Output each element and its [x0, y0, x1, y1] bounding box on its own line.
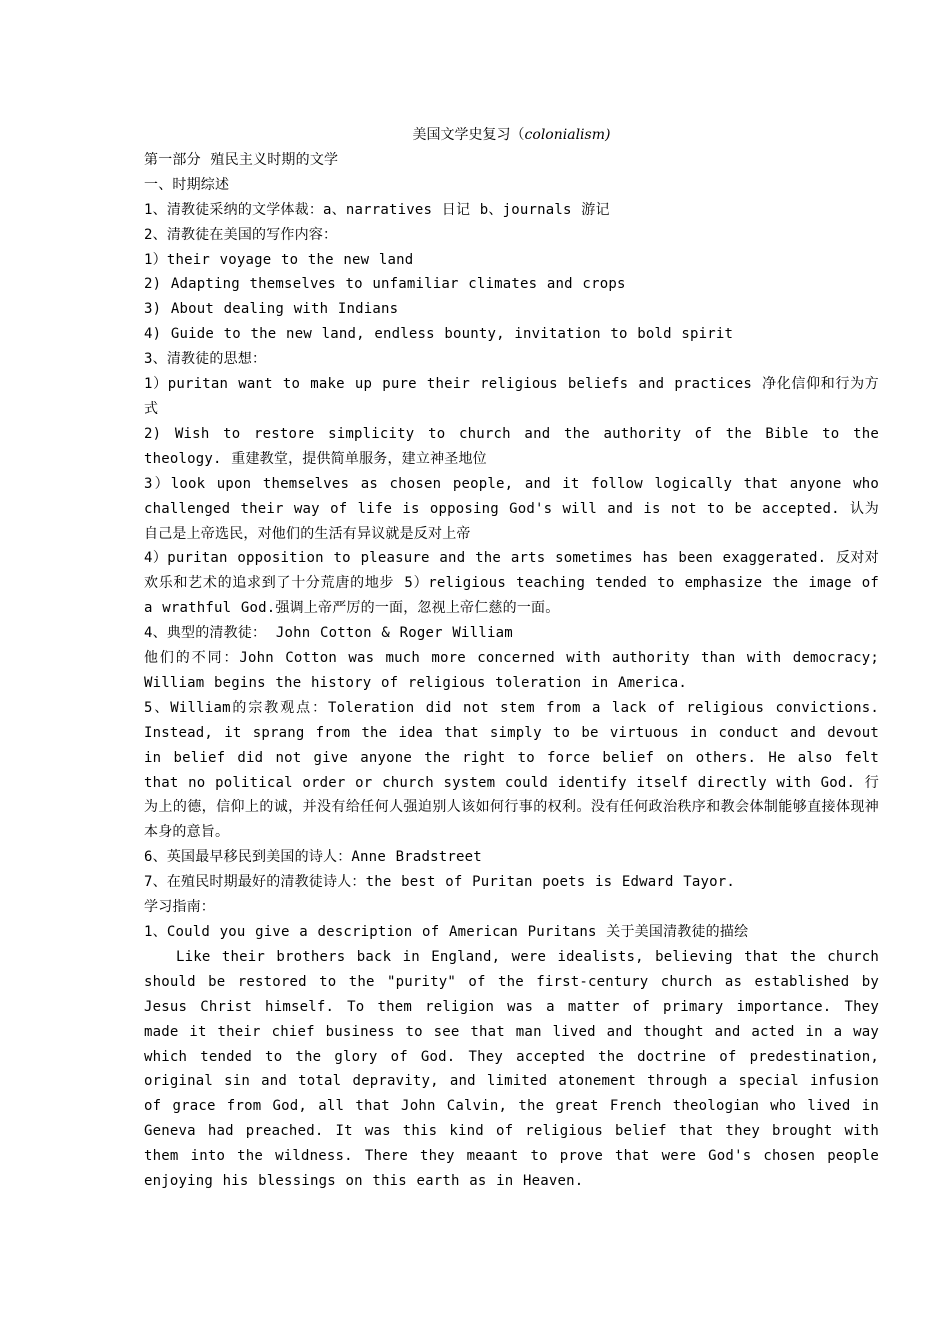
question-heading: 1、Could you give a description of American Puritans 关于美国清教徒的描绘	[144, 924, 749, 940]
paragraph: 7、在殖民时期最好的清教徒诗人：the best of Puritan poets is Edward Tayor.	[144, 874, 736, 891]
paragraph: 6、英国最早移民到美国的诗人：Anne Bradstreet	[144, 849, 482, 866]
part-heading: 第一部分 殖民主义时期的文学	[144, 151, 339, 168]
paragraph: 2、清教徒在美国的写作内容：	[144, 226, 338, 243]
section-heading: 一、时期综述	[144, 176, 230, 193]
list-item: 1）their voyage to the new land	[144, 251, 414, 268]
paragraph: 5、William的宗教观点：Toleration did not stem from a lack of religious convictions. Instead, it sprang from the idea that simply to be virtuous in conduct and devout in belief did not give anyone the right to force belief on others. He also felt that no political order or church system could identify itself directly with God. 行为上的德，信仰上的诚，并没有给任何人强迫别人该如何行事的权利。没有任何政治秩序和教会体制能够直接体现神本身的意旨。	[144, 699, 879, 841]
title-english: colonialism)	[524, 127, 611, 143]
document-title	[144, 123, 879, 148]
list-item: 1）puritan want to make up pure their religious beliefs and practices 净化信仰和行为方式	[144, 376, 879, 417]
list-item: 2) Adapting themselves to unfamiliar climates and crops	[144, 276, 626, 293]
list-item: 2) Wish to restore simplicity to church and the authority of the Bible to the theology. 重建教堂，提供简单服务，建立神圣地位	[144, 425, 879, 467]
list-item: 4）puritan opposition to pleasure and the arts sometimes has been exaggerated. 反对对欢乐和艺术的追求到了十分荒唐的地步 5）religious teaching tended to emphasize the image of a wrathful God.强调上帝严厉的一面，忽视上帝仁慈的一面。	[144, 550, 879, 617]
answer-paragraph: Like their brothers back in England, were idealists, believing that the church should be restored to the "purity" of the first-century church as established by Jesus Christ himself. To them religion was a matter of primary importance. They made it their chief business to see that man lived and thought and acted in a way which tended to the glory of God. They accepted the doctrine of predestination, original sin and total depravity, and limited atonement through a special infusion of grace from God, all that John Calvin, the great French theologian who lived in Geneva had preached. It was this kind of religious belief that they brought with them into the wildness. There they meaant to prove that were God's chosen people enjoying his blessings on this earth as in Heaven.	[144, 948, 879, 1190]
title-chinese: 美国文学史复习（	[412, 127, 525, 143]
paragraph: 1、清教徒采纳的文学体裁：a、narratives 日记 b、journals 游记	[144, 201, 610, 218]
document-body	[144, 123, 879, 1194]
paragraph: 3、清教徒的思想：	[144, 351, 267, 368]
list-item: 4) Guide to the new land, endless bounty, invitation to bold spirit	[144, 326, 734, 343]
list-item: 3）look upon themselves as chosen people, and it follow logically that anyone who challenged their way of life is opposing God's will and is not to be accepted. 认为自己是上帝选民，对他们的生活有异议就是反对上帝	[144, 475, 879, 542]
section-heading: 学习指南：	[144, 899, 215, 916]
list-item: 3) About dealing with Indians	[144, 301, 399, 318]
paragraph: 他们的不同：John Cotton was much more concerned with authority than with democracy; William begins the history of religious toleration in America.	[144, 650, 879, 691]
paragraph: 4、典型的清教徒： John Cotton & Roger William	[144, 625, 513, 642]
